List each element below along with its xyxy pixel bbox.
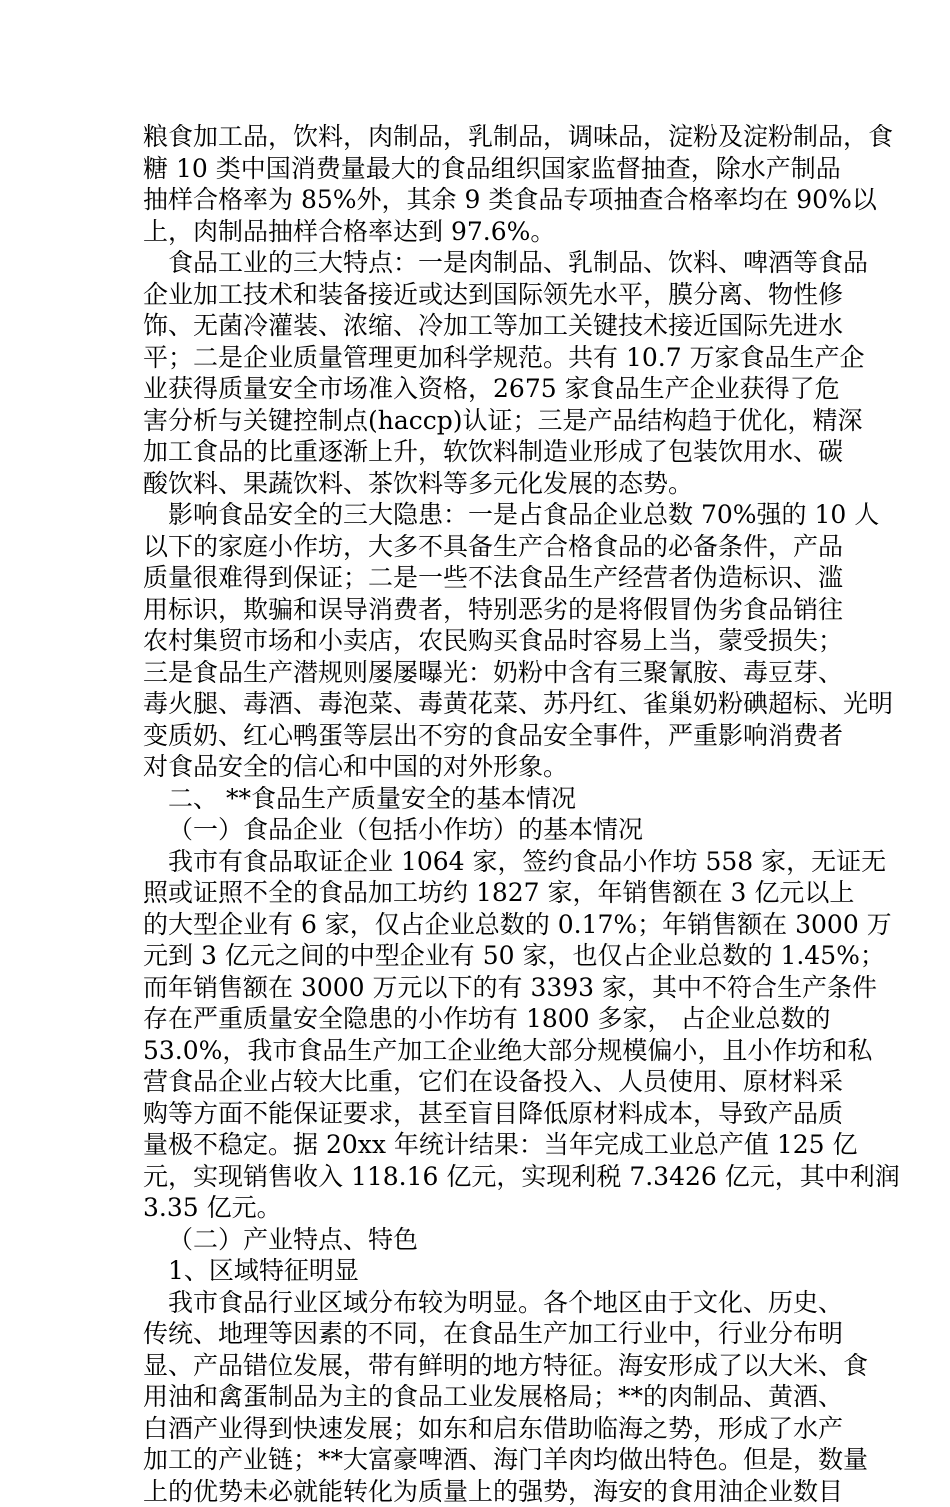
text-line: 加工的产业链；**大富豪啤酒、海门羊肉均做出特色。但是，数量: [143, 1444, 823, 1476]
text-line: 酸饮料、果蔬饮料、茶饮料等多元化发展的态势。: [143, 468, 823, 500]
text-line: 三是食品生产潜规则屡屡曝光：奶粉中含有三聚氰胺、毒豆芽、: [143, 657, 823, 689]
text-line: 上的优势未必就能转化为质量上的强势，海安的食用油企业数目: [143, 1476, 823, 1507]
text-line: （一）食品企业（包括小作坊）的基本情况: [143, 814, 823, 846]
text-line: 53.0%，我市食品生产加工企业绝大部分规模偏小，且小作坊和私: [143, 1035, 823, 1067]
text-line: 用油和禽蛋制品为主的食品工业发展格局；**的肉制品、黄酒、: [143, 1381, 823, 1413]
text-line: 白酒产业得到快速发展；如东和启东借助临海之势，形成了水产: [143, 1413, 823, 1445]
text-line: 农村集贸市场和小卖店，农民购买食品时容易上当，蒙受损失；: [143, 625, 823, 657]
text-line: 元，实现销售收入 118.16 亿元，实现利税 7.3426 亿元，其中利润: [143, 1161, 823, 1193]
text-line: 上，肉制品抽样合格率达到 97.6%。: [143, 216, 823, 248]
text-line: 毒火腿、毒酒、毒泡菜、毒黄花菜、苏丹红、雀巢奶粉碘超标、光明: [143, 688, 823, 720]
text-line: 我市食品行业区域分布较为明显。各个地区由于文化、历史、: [143, 1287, 823, 1319]
text-line: 平；二是企业质量管理更加科学规范。共有 10.7 万家食品生产企: [143, 342, 823, 374]
text-line: 量极不稳定。据 20xx 年统计结果：当年完成工业总产值 125 亿: [143, 1129, 823, 1161]
document-body: [143, 121, 823, 1507]
text-line: 存在严重质量安全隐患的小作坊有 1800 多家， 占企业总数的: [143, 1003, 823, 1035]
text-line: 饰、无菌冷灌装、浓缩、冷加工等加工关键技术接近国际先进水: [143, 310, 823, 342]
text-line: 企业加工技术和装备接近或达到国际领先水平，膜分离、物性修: [143, 279, 823, 311]
text-line: 变质奶、红心鸭蛋等层出不穷的食品安全事件，严重影响消费者: [143, 720, 823, 752]
text-line: 1、区域特征明显: [143, 1255, 823, 1287]
text-line: 加工食品的比重逐渐上升，软饮料制造业形成了包装饮用水、碳: [143, 436, 823, 468]
text-line: 以下的家庭小作坊，大多不具备生产合格食品的必备条件，产品: [143, 531, 823, 563]
text-line: 用标识，欺骗和误导消费者，特别恶劣的是将假冒伪劣食品销往: [143, 594, 823, 626]
text-line: 而年销售额在 3000 万元以下的有 3393 家，其中不符合生产条件: [143, 972, 823, 1004]
text-line: 食品工业的三大特点：一是肉制品、乳制品、饮料、啤酒等食品: [143, 247, 823, 279]
text-line: 显、产品错位发展，带有鲜明的地方特征。海安形成了以大米、食: [143, 1350, 823, 1382]
text-line: 质量很难得到保证；二是一些不法食品生产经营者伪造标识、滥: [143, 562, 823, 594]
text-line: 传统、地理等因素的不同，在食品生产加工行业中，行业分布明: [143, 1318, 823, 1350]
text-line: 元到 3 亿元之间的中型企业有 50 家，也仅占企业总数的 1.45%；: [143, 940, 823, 972]
text-line: 抽样合格率为 85%外，其余 9 类食品专项抽查合格率均在 90%以: [143, 184, 823, 216]
text-line: 照或证照不全的食品加工坊约 1827 家，年销售额在 3 亿元以上: [143, 877, 823, 909]
text-line: 二、 **食品生产质量安全的基本情况: [143, 783, 823, 815]
text-line: 对食品安全的信心和中国的对外形象。: [143, 751, 823, 783]
text-line: 的大型企业有 6 家，仅占企业总数的 0.17%；年销售额在 3000 万: [143, 909, 823, 941]
text-line: 营食品企业占较大比重，它们在设备投入、人员使用、原材料采: [143, 1066, 823, 1098]
text-line: 3.35 亿元。: [143, 1192, 823, 1224]
text-line: 影响食品安全的三大隐患：一是占食品企业总数 70%强的 10 人: [143, 499, 823, 531]
text-line: 业获得质量安全市场准入资格，2675 家食品生产企业获得了危: [143, 373, 823, 405]
text-line: 害分析与关键控制点(haccp)认证；三是产品结构趋于优化，精深: [143, 405, 823, 437]
text-line: 购等方面不能保证要求，甚至盲目降低原材料成本，导致产品质: [143, 1098, 823, 1130]
text-line: 糖 10 类中国消费量最大的食品组织国家监督抽查，除水产制品: [143, 153, 823, 185]
text-line: 我市有食品取证企业 1064 家，签约食品小作坊 558 家，无证无: [143, 846, 823, 878]
text-line: 粮食加工品，饮料，肉制品，乳制品，调味品，淀粉及淀粉制品，食: [143, 121, 823, 153]
text-line: （二）产业特点、特色: [143, 1224, 823, 1256]
